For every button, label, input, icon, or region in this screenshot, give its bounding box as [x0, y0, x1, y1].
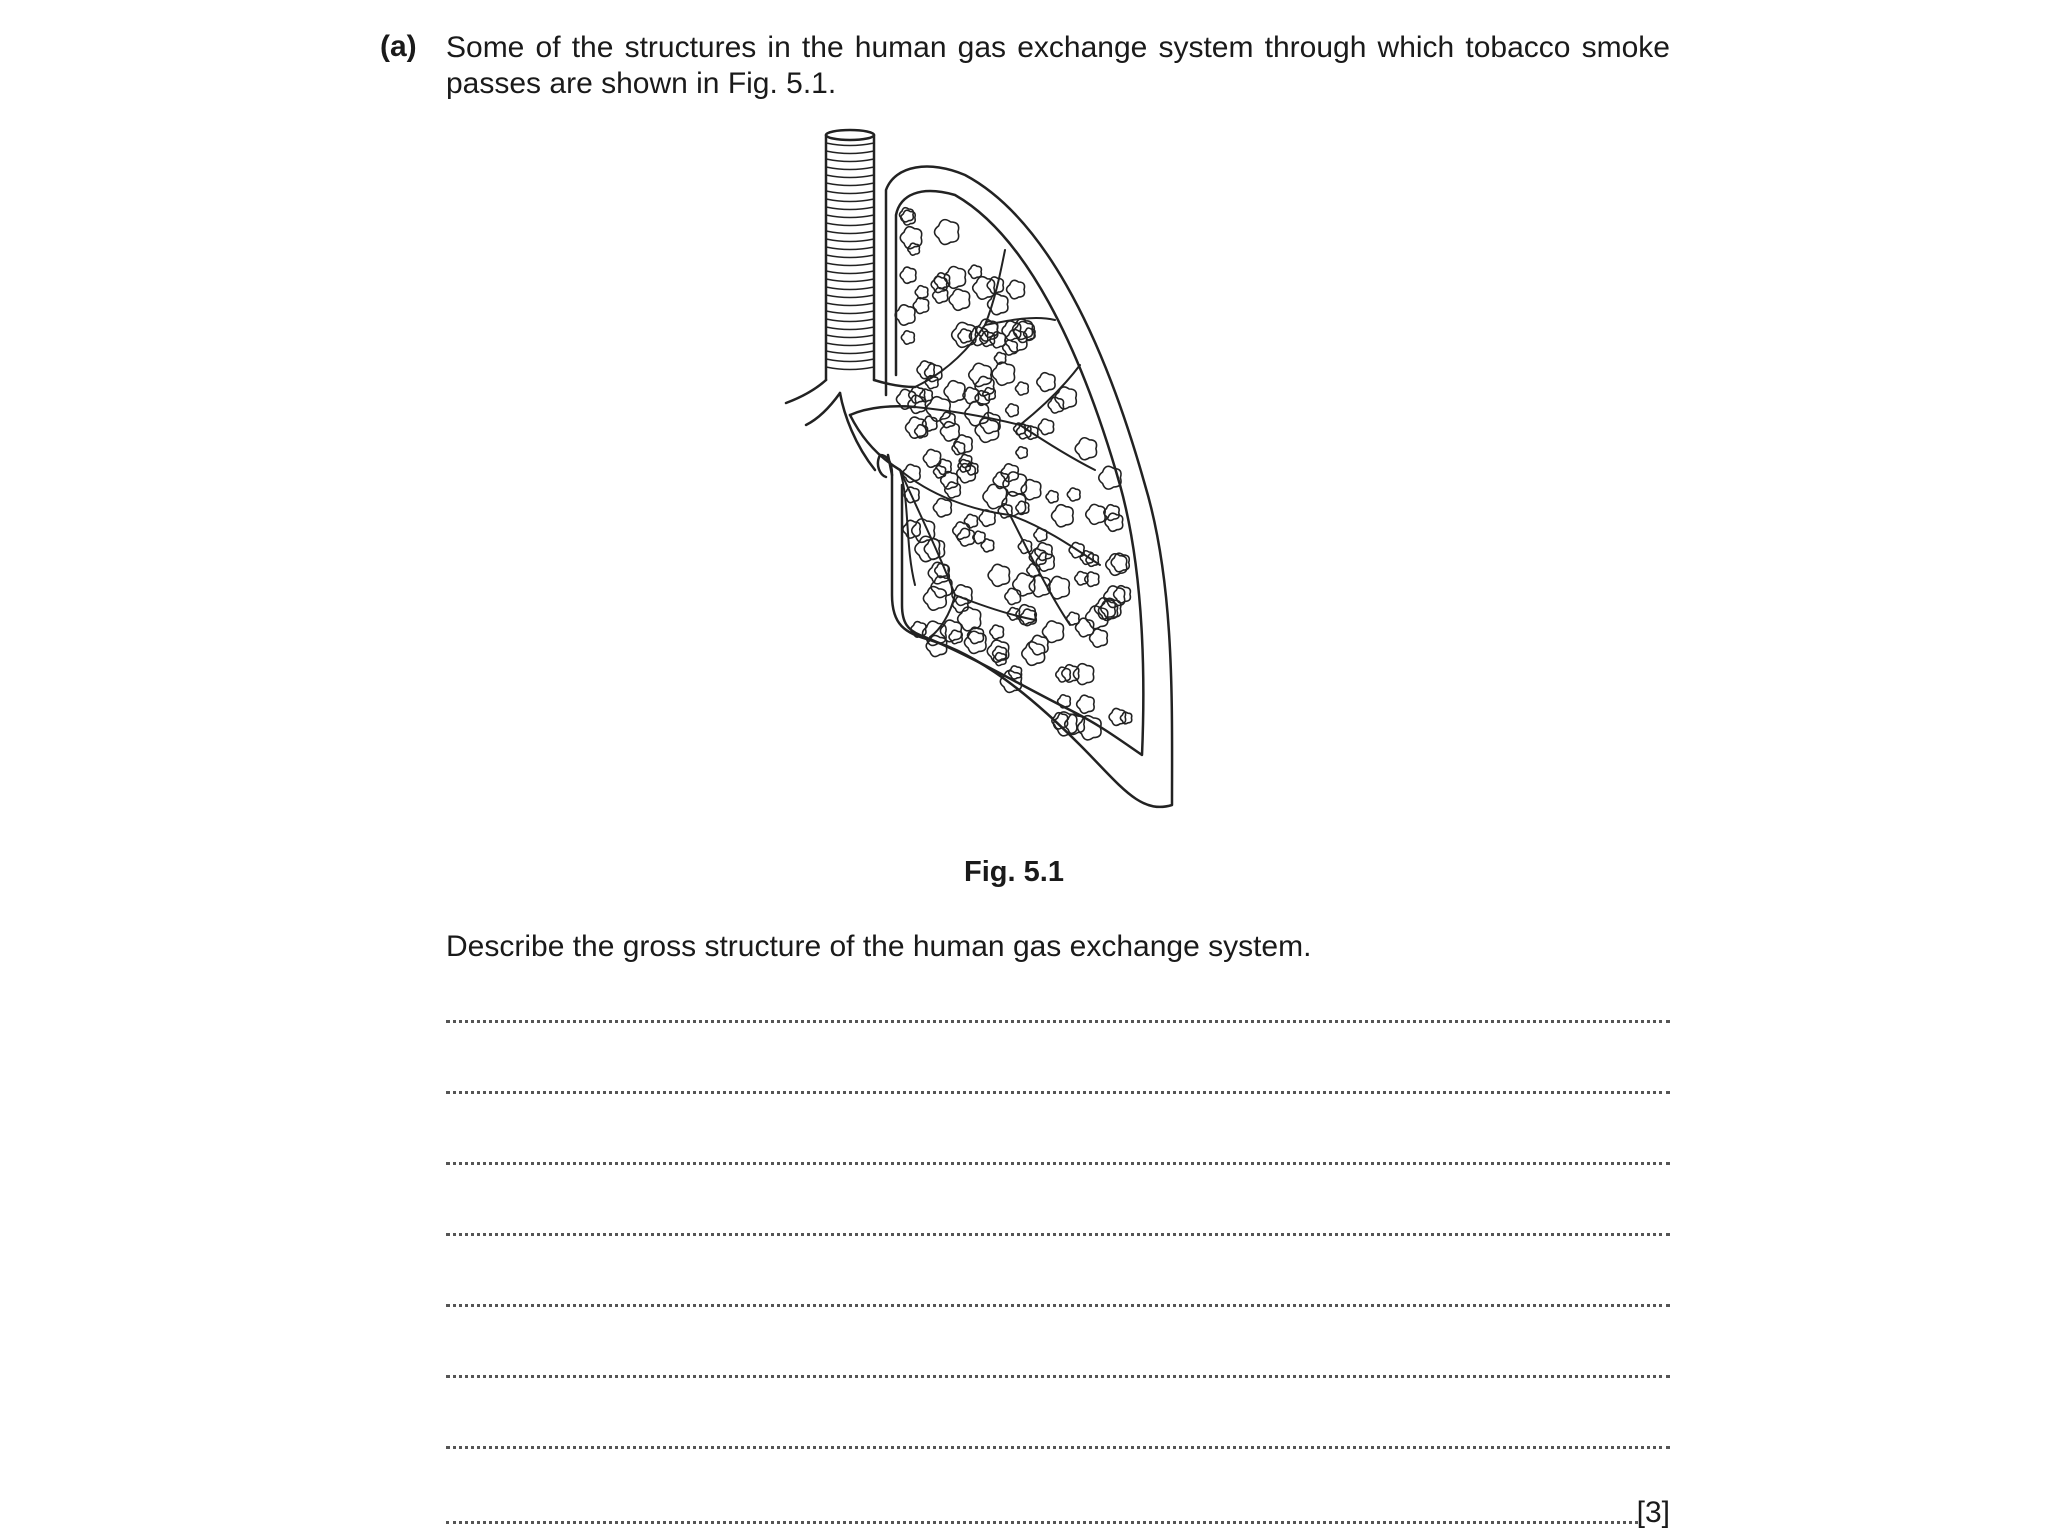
answer-line[interactable]	[446, 1304, 1670, 1307]
answer-line[interactable]	[446, 1091, 1670, 1094]
answer-line[interactable]	[446, 1233, 1670, 1236]
alveoli	[895, 208, 1132, 740]
lung-diagram-svg	[780, 125, 1200, 825]
answer-line[interactable]	[446, 1162, 1670, 1165]
answer-line-last[interactable]	[446, 1490, 1670, 1530]
bronchus	[786, 380, 915, 470]
figure-caption	[0, 856, 2048, 889]
trachea	[826, 130, 874, 380]
lung-diagram	[780, 125, 1200, 825]
question-intro-text: Some of the structures in the human gas exchange system through which tobacco smoke passes are shown in Fig. 5.1.	[446, 31, 1670, 100]
answer-line[interactable]	[446, 1375, 1670, 1378]
marks-label: [3]	[1636, 1496, 1670, 1529]
answer-line[interactable]	[446, 1020, 1670, 1023]
answer-line[interactable]	[446, 1446, 1670, 1449]
question-part-label: (a)	[380, 30, 417, 63]
answer-line-dots	[446, 1521, 1638, 1524]
question-prompt: Describe the gross structure of the human gas exchange system.	[446, 930, 1312, 963]
bronchioles	[900, 250, 1100, 637]
figure-caption-text: Fig. 5.1	[964, 856, 1064, 888]
